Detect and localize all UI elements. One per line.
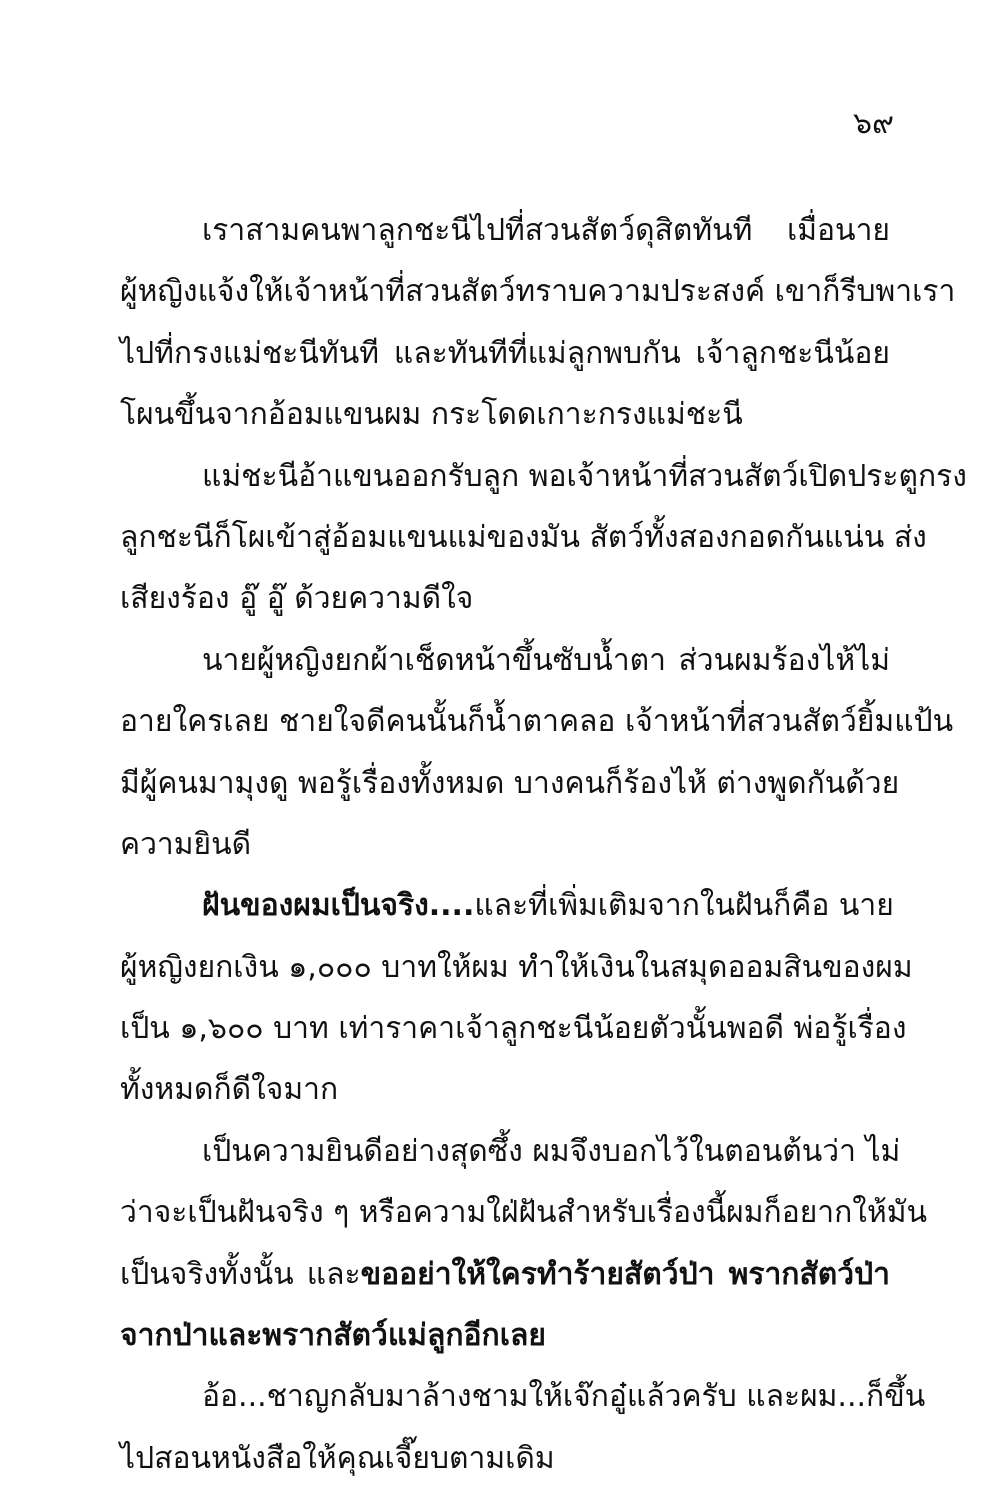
text-line: ไปสอนหนังสือให้คุณเจี๊ยบตามเดิม: [120, 1440, 555, 1476]
text-line: อายใครเลย ชายใจดีคนนั้นก็น้ำตาคลอ เจ้าหน้าที่สวนสัตว์ยิ้มแป้น: [120, 704, 954, 740]
text-line: แม่ชะนีอ้าแขนออกรับลูก พอเจ้าหน้าที่สวนสัตว์เปิดประตูกรง: [202, 458, 967, 494]
text-line: ว่าจะเป็นฝันจริง ๆ หรือความใฝ่ฝันสำหรับเรื่องนี้ผมก็อยากให้มัน: [120, 1195, 928, 1231]
text-line: อ้อ...ชาญกลับมาล้างชามให้เจ๊กอู๋แล้วครับ และผม...ก็ขึ้น: [202, 1379, 926, 1415]
bold-message: ขออย่าให้ใครทำร้ายสัตว์ป่า พรากสัตว์ป่า: [360, 1256, 891, 1292]
text-segment: และที่เพิ่มเติมจากในฝันก็คือ นาย: [474, 888, 894, 924]
bold-heading-phrase: ฝันของผมเป็นจริง....: [202, 888, 475, 924]
text-line: เป็นความยินดีอย่างสุดซึ้ง ผมจึงบอกไว้ในตอนต้นว่า ไม่: [202, 1133, 901, 1169]
text-line: [120, 1244, 890, 1305]
page-number: ๖๙: [852, 106, 894, 141]
text-line: [120, 875, 894, 936]
story-text: [120, 200, 967, 1489]
text-line: ความยินดี: [120, 826, 252, 862]
text-line: นายผู้หญิงยกผ้าเช็ดหน้าขึ้นซับน้ำตา ส่วนผมร้องไห้ไม่: [202, 642, 890, 678]
text-line: ลูกชะนีก็โผเข้าสู่อ้อมแขนแม่ของมัน สัตว์ทั้งสองกอดกันแน่น ส่ง: [120, 519, 927, 555]
text-line: โผนขึ้นจากอ้อมแขนผม กระโดดเกาะกรงแม่ชะนี: [120, 397, 743, 433]
text-segment: เป็นจริงทั้งนั้น และ: [120, 1256, 361, 1292]
text-line: เสียงร้อง อู๊ อู๊ ด้วยความดีใจ: [120, 581, 474, 617]
text-line: เราสามคนพาลูกชะนีไปที่สวนสัตว์ดุสิตทันที เมื่อนาย: [202, 213, 890, 248]
text-line: เป็น ๑,๖๐๐ บาท เท่าราคาเจ้าลูกชะนีน้อยตัวนั้นพอดี พ่อรู้เรื่อง: [120, 1011, 907, 1047]
text-line: มีผู้คนมามุงดู พอรู้เรื่องทั้งหมด บางคนก็ร้องไห้ ต่างพูดกันด้วย: [120, 765, 900, 801]
text-line: จากป่าและพรากสัตว์แม่ลูกอีกเลย: [120, 1318, 546, 1354]
text-line: ไปที่กรงแม่ชะนีทันที และทันทีที่แม่ลูกพบกัน เจ้าลูกชะนีน้อย: [120, 335, 890, 371]
text-line: ผู้หญิงยกเงิน ๑,๐๐๐ บาทให้ผม ทำให้เงินในสมุดออมสินของผม: [120, 949, 913, 985]
text-line: ทั้งหมดก็ดีใจมาก: [120, 1072, 339, 1108]
text-line: ผู้หญิงแจ้งให้เจ้าหน้าที่สวนสัตว์ทราบความประสงค์ เขาก็รีบพาเรา: [120, 274, 956, 310]
